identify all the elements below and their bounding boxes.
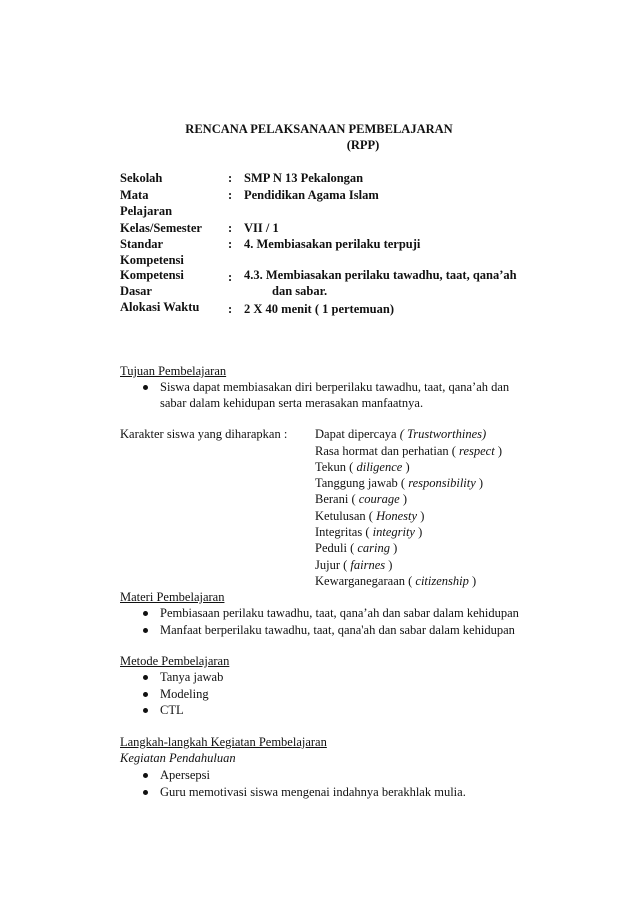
section-heading-langkah: Langkah-langkah Kegiatan Pembelajaran: [120, 735, 327, 749]
identity-label-alokasi: Alokasi Waktu: [120, 300, 200, 314]
section-heading-tujuan: Tujuan Pembelajaran: [120, 364, 227, 378]
identity-value-kd-1: 4.3. Membiasakan perilaku tawadhu, taat, qana’ah: [244, 268, 517, 282]
bullet-icon: [143, 385, 148, 390]
identity-sep: :: [228, 237, 233, 251]
identity-value-mapel: Pendidikan Agama Islam: [244, 188, 379, 202]
identity-label-kelas: Kelas/Semester: [120, 221, 202, 235]
karakter-label: Karakter siswa yang diharapkan :: [120, 427, 288, 441]
karakter-item: Tanggung jawab ( responsibility ): [315, 476, 484, 490]
karakter-item: Dapat dipercaya ( Trustworthines): [315, 427, 487, 441]
bullet-icon: [143, 790, 148, 795]
karakter-item: Integritas ( integrity ): [315, 525, 423, 539]
doc-title-line1: RENCANA PELAKSANAAN PEMBELAJARAN: [185, 122, 453, 136]
materi-item: Pembiasaan perilaku tawadhu, taat, qana’ah dan sabar dalam kehidupan: [160, 606, 519, 620]
karakter-item: Rasa hormat dan perhatian ( respect ): [315, 444, 502, 458]
subheading-pendahuluan: Kegiatan Pendahuluan: [120, 751, 236, 765]
identity-value-alokasi: 2 X 40 menit ( 1 pertemuan): [244, 302, 394, 316]
identity-label-sekolah: Sekolah: [120, 171, 163, 185]
identity-label-sk-1: Standar: [120, 237, 164, 251]
tujuan-item-line1: Siswa dapat membiasakan diri berperilaku tawadhu, taat, qana’ah dan: [160, 380, 510, 394]
identity-sep: :: [228, 188, 233, 202]
section-heading-materi: Materi Pembelajaran: [120, 590, 225, 604]
karakter-item: Tekun ( diligence ): [315, 460, 410, 474]
identity-label-mapel-2: Pelajaran: [120, 204, 173, 218]
metode-item: CTL: [160, 703, 184, 717]
identity-label-sk-2: Kompetensi: [120, 253, 184, 267]
karakter-item: Ketulusan ( Honesty ): [315, 509, 425, 523]
doc-title-line2: (RPP): [346, 138, 380, 152]
karakter-item: Jujur ( fairnes ): [315, 558, 393, 572]
langkah-item: Apersepsi: [160, 768, 210, 782]
identity-label-mapel-1: Mata: [120, 188, 149, 202]
bullet-icon: [143, 628, 148, 633]
karakter-item: Berani ( courage ): [315, 492, 407, 506]
identity-value-sekolah: SMP N 13 Pekalongan: [244, 171, 364, 185]
identity-value-sk: 4. Membiasakan perilaku terpuji: [244, 237, 421, 251]
metode-item: Modeling: [160, 687, 209, 701]
materi-item: Manfaat berperilaku tawadhu, taat, qana'ah dan sabar dalam kehidupan: [160, 623, 515, 637]
identity-sep: :: [228, 302, 233, 316]
identity-sep: :: [228, 171, 233, 185]
identity-sep: :: [228, 270, 233, 284]
identity-value-kd-2: dan sabar.: [272, 284, 328, 298]
section-heading-metode: Metode Pembelajaran: [120, 654, 230, 668]
metode-item: Tanya jawab: [160, 670, 224, 684]
identity-label-kd-1: Kompetensi: [120, 268, 184, 282]
bullet-icon: [143, 773, 148, 778]
identity-label-kd-2: Dasar: [120, 284, 152, 298]
langkah-item: Guru memotivasi siswa mengenai indahnya berakhlak mulia.: [160, 785, 466, 799]
karakter-item: Kewarganegaraan ( citizenship ): [315, 574, 477, 588]
identity-value-kelas: VII / 1: [244, 221, 279, 235]
bullet-icon: [143, 692, 148, 697]
bullet-icon: [143, 611, 148, 616]
karakter-item: Peduli ( caring ): [315, 541, 398, 555]
bullet-icon: [143, 708, 148, 713]
identity-sep: :: [228, 221, 233, 235]
bullet-icon: [143, 675, 148, 680]
tujuan-item-line2: sabar dalam kehidupan serta merasakan manfaatnya.: [160, 396, 424, 410]
